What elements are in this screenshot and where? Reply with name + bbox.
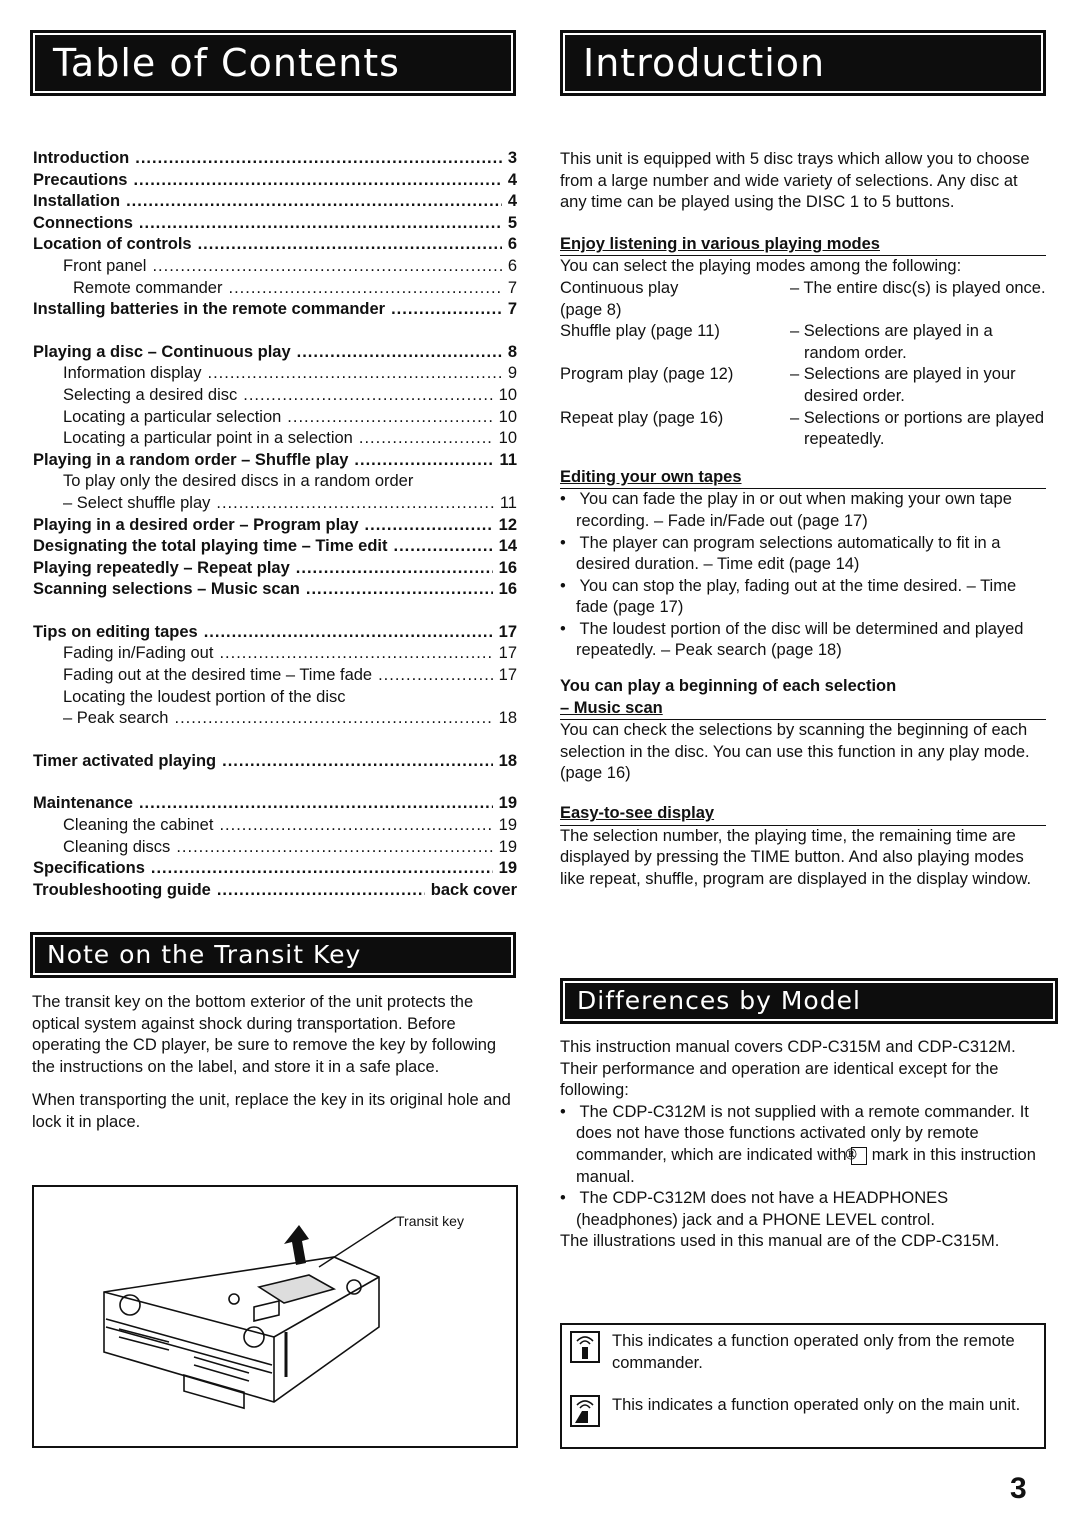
toc-entry	[33, 299, 517, 321]
toc-leader-dots	[365, 515, 493, 537]
toc-leader-dots	[296, 558, 493, 580]
toc-entry-text: Timer activated playing	[33, 751, 217, 770]
toc-entry	[33, 622, 517, 644]
toc-list	[33, 148, 517, 901]
diff-title: Differences by Model	[577, 986, 861, 1015]
toc-leader-dots	[243, 385, 492, 407]
toc-leader-dots	[217, 880, 425, 902]
toc-entry-page: 4	[507, 170, 517, 189]
toc-leader-dots	[139, 793, 493, 815]
toc-entry-text: Connections	[33, 213, 133, 232]
diff-section	[560, 1037, 1046, 1253]
toc-entry	[33, 880, 517, 902]
toc-leader-dots	[135, 148, 502, 170]
display-heading: Easy-to-see display	[560, 803, 1046, 826]
toc-entry	[33, 558, 517, 580]
toc-leader-dots	[297, 342, 502, 364]
toc-entry-text: Playing a disc – Continuous play	[33, 342, 291, 361]
toc-entry	[33, 234, 517, 256]
toc-leader-dots	[152, 256, 501, 278]
toc-leader-dots	[219, 815, 492, 837]
toc-entry-page: 4	[507, 192, 517, 211]
intro-section	[560, 149, 1046, 890]
transit-key-figure	[32, 1185, 518, 1448]
toc-entry-text: – Select shuffle play	[63, 493, 211, 512]
legend-item-remote: This indicates a function operated only from the remote commander.	[570, 1331, 1040, 1374]
intro-title-banner	[560, 30, 1046, 96]
toc-entry	[33, 515, 517, 537]
toc-entry-text: To play only the desired discs in a random order	[63, 472, 414, 491]
scan-heading-1: You can play a beginning of each selection	[560, 677, 897, 696]
toc-leader-dots	[204, 622, 493, 644]
toc-leader-dots	[378, 665, 493, 687]
toc-entry	[33, 751, 517, 773]
toc-entry	[33, 385, 517, 407]
toc-gap	[33, 730, 517, 751]
mode-name: Continuous play (page 8)	[560, 278, 679, 319]
toc-leader-dots	[174, 708, 492, 730]
toc-entry-page: 19	[498, 859, 517, 878]
toc-gap	[33, 321, 517, 342]
diff-bullet-2: • The CDP-C312M does not have a HEADPHONES (headphones) jack and a PHONE LEVEL control.	[560, 1189, 949, 1229]
transit-text	[32, 992, 518, 1134]
toc-entry	[33, 579, 517, 601]
edit-bullet: • You can fade the play in or out when making your own tape recording. – Fade in/Fade out (page 17)	[560, 490, 1012, 530]
toc-entry-text: Locating a particular point in a selection	[63, 429, 353, 448]
toc-entry-page: 10	[498, 385, 517, 404]
toc-title: Table of Contents	[53, 41, 400, 85]
toc-entry-page: 5	[507, 213, 517, 232]
toc-entry-text: Playing in a random order – Shuffle play	[33, 450, 349, 469]
toc-entry	[33, 815, 517, 837]
toc-entry	[33, 278, 517, 300]
toc-entry-page: 7	[507, 300, 517, 319]
toc-entry-page: 11	[499, 450, 517, 469]
toc-entry-text: Fading in/Fading out	[63, 644, 214, 663]
toc-leader-dots	[139, 213, 502, 235]
toc-entry-text: Front panel	[63, 256, 147, 275]
toc-entry-page: 9	[507, 364, 517, 383]
toc-leader-dots	[176, 837, 492, 859]
transit-title: Note on the Transit Key	[47, 940, 362, 969]
toc-entry-text: Remote commander	[73, 278, 223, 297]
toc-entry-text: Introduction	[33, 149, 130, 167]
toc-leader-dots	[208, 363, 502, 385]
modes-heading: Enjoy listening in various playing modes	[560, 234, 1046, 257]
toc-entry-page: 3	[507, 149, 517, 167]
mode-desc: – The entire disc(s) is played once.	[790, 278, 1046, 297]
toc-leader-dots	[306, 579, 493, 601]
toc-leader-dots	[126, 191, 502, 213]
edit-bullet: • The loudest portion of the disc will be determined and played repeatedly. – Peak search (page 18)	[560, 619, 1024, 660]
toc-entry	[33, 793, 517, 815]
toc-entry-page: 12	[498, 515, 517, 534]
toc-gap	[33, 772, 517, 793]
toc-leader-dots	[198, 234, 502, 256]
mode-row	[560, 278, 1046, 321]
mode-desc: – Selections are played in a random order.	[790, 322, 993, 362]
toc-leader-dots	[394, 536, 493, 558]
intro-title: Introduction	[583, 41, 826, 85]
toc-leader-dots	[219, 643, 492, 665]
toc-entry	[33, 213, 517, 235]
mode-name: Shuffle play (page 11)	[560, 322, 720, 341]
toc-leader-dots	[228, 278, 501, 300]
modes-list	[560, 278, 1046, 451]
transit-key-label: Transit key	[396, 1213, 464, 1229]
toc-entry	[33, 708, 517, 730]
toc-entry-text: Fading out at the desired time – Time fade	[63, 666, 373, 685]
toc-entry-page: 19	[498, 816, 517, 835]
toc-entry-page: 19	[498, 837, 517, 856]
modes-lead: You can select the playing modes among the following:	[560, 257, 962, 276]
toc-entry-page: 19	[498, 794, 517, 813]
toc-entry-text: Designating the total playing time – Time edit	[33, 537, 388, 556]
toc-entry	[33, 407, 517, 429]
toc-entry	[33, 687, 517, 709]
legend-item-main: This indicates a function operated only on the main unit.	[570, 1395, 1040, 1427]
toc-entry-page: 8	[507, 342, 517, 361]
toc-entry	[33, 493, 517, 515]
toc-entry-page: 17	[498, 666, 517, 685]
toc-entry-text: Specifications	[33, 859, 145, 878]
toc-entry-text: Locating a particular selection	[63, 407, 282, 426]
toc-entry-text: Tips on editing tapes	[33, 622, 198, 641]
toc-entry-text: Cleaning the cabinet	[63, 816, 214, 835]
toc-entry-text: Information display	[63, 364, 202, 383]
mode-name: Repeat play (page 16)	[560, 408, 724, 427]
mode-desc: – Selections or portions are played repeatedly.	[790, 408, 1045, 449]
toc-entry-page: 6	[507, 256, 517, 275]
toc-leader-dots	[222, 751, 493, 773]
toc-entry-page: 14	[498, 537, 517, 556]
toc-leader-dots	[354, 450, 493, 472]
toc-entry-text: Selecting a desired disc	[63, 385, 238, 404]
toc-entry-page: 6	[507, 235, 517, 254]
toc-entry-text: Scanning selections – Music scan	[33, 580, 300, 599]
toc-entry	[33, 858, 517, 880]
remote-mark-icon: Ⓡ	[851, 1147, 867, 1165]
diff-title-banner	[560, 978, 1058, 1024]
toc-entry-page: 16	[498, 558, 517, 577]
toc-entry	[33, 428, 517, 450]
toc-entry-page: 18	[498, 709, 517, 728]
toc-gap	[33, 601, 517, 622]
transit-para-1: The transit key on the bottom exterior of the unit protects the optical system against shock during transportation. Before operating the CD player, be sure to remove the key by following the instructions on the label, and store it in a safe place.	[32, 993, 497, 1076]
toc-entry-text: Installation	[33, 192, 121, 211]
toc-entry-text: – Peak search	[63, 709, 169, 728]
toc-entry	[33, 837, 517, 859]
toc-entry-text: Locating the loudest portion of the disc	[63, 687, 346, 706]
transit-para-2: When transporting the unit, replace the key in its original hole and lock it in place.	[32, 1091, 511, 1131]
mode-row	[560, 408, 1046, 451]
edit-bullet: • You can stop the play, fading out at the time desired. – Time fade (page 17)	[560, 576, 1017, 617]
toc-leader-dots	[151, 858, 493, 880]
toc-entry-text: Playing repeatedly – Repeat play	[33, 558, 290, 577]
display-para: The selection number, the playing time, the remaining time are displayed by pressing the TIME button. And also playing modes like repeat, shuffle, program are displayed in the display window.	[560, 826, 1032, 888]
toc-entry-page: 10	[498, 407, 517, 426]
toc-entry-text: Playing in a desired order – Program play	[33, 515, 359, 534]
toc-entry	[33, 665, 517, 687]
mode-row	[560, 364, 1046, 407]
edit-heading: Editing your own tapes	[560, 467, 1046, 490]
mode-name: Program play (page 12)	[560, 365, 734, 384]
toc-entry-page: 18	[498, 751, 517, 770]
edit-bullet: • The player can program selections automatically to fit in a desired duration. – Time edit (page 14)	[560, 533, 1001, 574]
toc-entry	[33, 536, 517, 558]
transit-title-banner	[30, 932, 516, 978]
toc-entry	[33, 191, 517, 213]
toc-entry	[33, 471, 517, 493]
toc-entry	[33, 643, 517, 665]
toc-entry	[33, 363, 517, 385]
scan-para: You can check the selections by scanning the beginning of each selection in the disc. You can use this function in any play mode. (page 16)	[560, 721, 1030, 783]
edit-bullets	[560, 489, 1046, 662]
toc-entry-page: 17	[498, 622, 517, 641]
toc-entry-text: Installing batteries in the remote commander	[33, 300, 386, 319]
scan-heading-2: – Music scan	[560, 698, 1046, 721]
page-number: 3	[1010, 1472, 1027, 1505]
toc-entry-text: Location of controls	[33, 235, 192, 254]
diff-para-2: The illustrations used in this manual are of the CDP-C315M.	[560, 1232, 1000, 1251]
toc-entry	[33, 450, 517, 472]
diff-bullet-1: • The CDP-C312M is not supplied with a remote commander. It does not have those functions activated only by remote commander, which are indicated with Ⓡ mark in this instruction manual.	[560, 1102, 1036, 1186]
toc-leader-dots	[391, 299, 502, 321]
toc-entry	[33, 148, 517, 170]
toc-title-banner	[30, 30, 516, 96]
toc-entry-page: 17	[498, 644, 517, 663]
toc-leader-dots	[359, 428, 493, 450]
main-unit-icon	[570, 1395, 600, 1427]
toc-entry-text: Precautions	[33, 170, 128, 189]
toc-entry-page: 16	[498, 580, 517, 599]
toc-entry-page: 11	[499, 493, 517, 512]
toc-leader-dots	[133, 170, 501, 192]
toc-entry-page: 7	[507, 278, 517, 297]
diff-para-1: This instruction manual covers CDP-C315M and CDP-C312M. Their performance and operation are identical except for the following:	[560, 1038, 1016, 1100]
toc-entry-text: Cleaning discs	[63, 837, 171, 856]
toc-entry-text: Troubleshooting guide	[33, 880, 211, 899]
toc-entry	[33, 342, 517, 364]
toc-entry	[33, 256, 517, 278]
intro-para: This unit is equipped with 5 disc trays which allow you to choose from a large number and wide variety of selections. Any disc at any time can be played using the DISC 1 to 5 buttons.	[560, 150, 1030, 212]
toc-entry-page: 10	[498, 429, 517, 448]
mode-row	[560, 321, 1046, 364]
toc-entry	[33, 170, 517, 192]
toc-leader-dots	[216, 493, 493, 515]
remote-commander-icon	[570, 1331, 600, 1363]
legend-box	[560, 1323, 1046, 1449]
toc-entry-text: Maintenance	[33, 794, 133, 813]
toc-leader-dots	[287, 407, 492, 429]
mode-desc: – Selections are played in your desired order.	[790, 365, 1016, 405]
toc-entry-page: back cover	[430, 880, 517, 899]
